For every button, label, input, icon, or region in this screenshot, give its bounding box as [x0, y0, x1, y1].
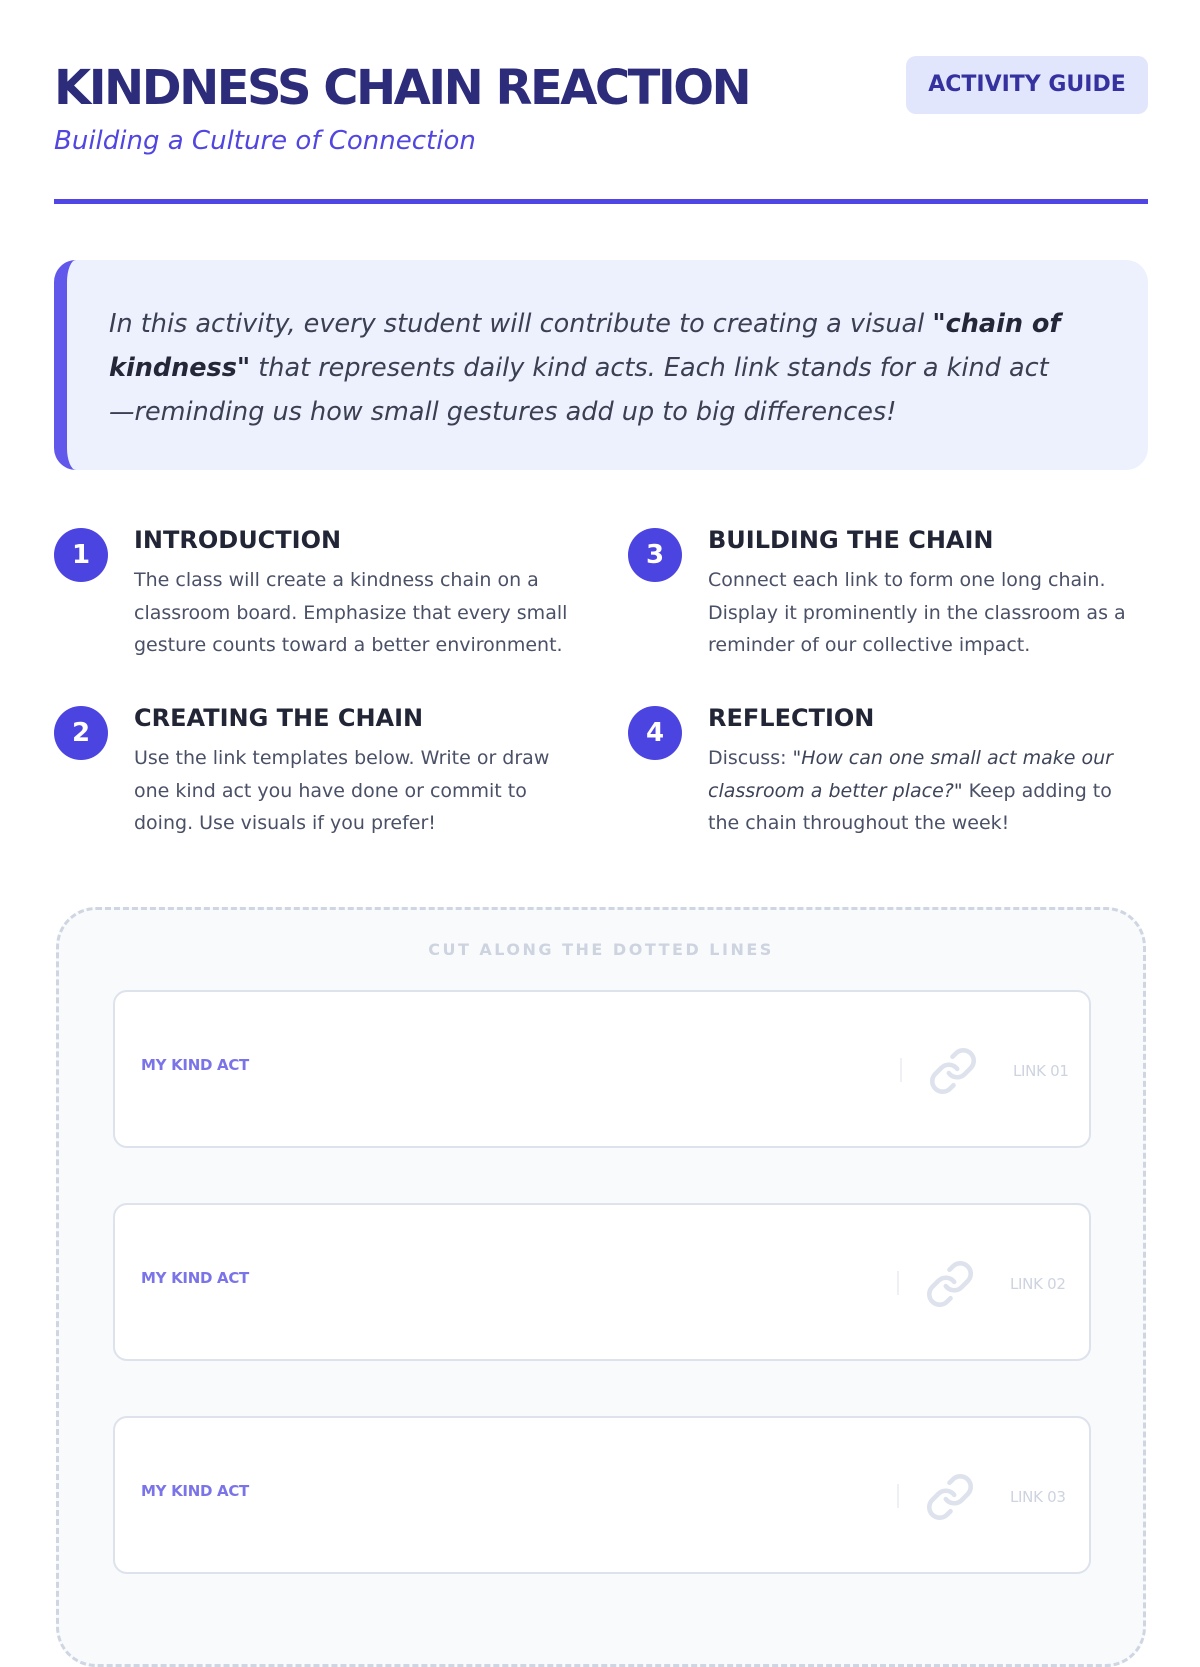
step-title: CREATING THE CHAIN — [134, 704, 424, 732]
cutout-templates-area — [56, 907, 1146, 1667]
link-template-card[interactable] — [113, 990, 1091, 1148]
link-label: MY KIND ACT — [141, 1269, 249, 1287]
step-description: Connect each link to form one long chain. Display it prominently in the classroom as a reminder of our collective impact. — [708, 569, 1126, 656]
step-reflection — [628, 706, 1148, 856]
chain-link-icon — [928, 1046, 978, 1096]
step-introduction — [54, 528, 574, 678]
link-number: LINK 02 — [1010, 1275, 1066, 1293]
reflection-quote: "How can one small act make our classroom a better place?" — [708, 747, 1113, 802]
link-label: MY KIND ACT — [141, 1482, 249, 1500]
page-title: KINDNESS CHAIN REACTION — [54, 60, 750, 116]
link-label: MY KIND ACT — [141, 1056, 249, 1074]
step-number-badge: 1 — [54, 528, 108, 582]
step-description — [708, 742, 1148, 840]
header-divider — [54, 199, 1148, 204]
step-building-the-chain — [628, 528, 1148, 678]
activity-guide-page — [54, 0, 1148, 1600]
link-template-card[interactable] — [113, 1203, 1091, 1361]
step-title: REFLECTION — [708, 704, 875, 732]
reflection-text-after: Keep adding to the chain throughout the week! — [708, 779, 1112, 834]
step-number-badge: 3 — [628, 528, 682, 582]
intro-text-after: that represents daily kind acts. Each link stands for a kind act—reminding us how small gestures add up to big differences! — [109, 353, 1049, 427]
intro-highlight: "chain of kindness" — [109, 309, 1061, 383]
link-template-card[interactable] — [113, 1416, 1091, 1574]
link-divider — [897, 1271, 899, 1295]
step-number-badge: 4 — [628, 706, 682, 760]
chain-link-icon — [925, 1259, 975, 1309]
step-creating-the-chain — [54, 706, 574, 856]
page-subtitle: Building a Culture of Connection — [54, 126, 476, 156]
cut-instruction: CUT ALONG THE DOTTED LINES — [428, 940, 774, 959]
step-title: BUILDING THE CHAIN — [708, 526, 994, 554]
step-description: Use the link templates below. Write or draw one kind act you have done or commit to doing. Use visuals if you prefer! — [134, 747, 550, 834]
link-number: LINK 01 — [1013, 1062, 1069, 1080]
step-description: The class will create a kindness chain on a classroom board. Emphasize that every small gesture counts toward a better environment. — [134, 569, 568, 656]
link-divider — [897, 1484, 899, 1508]
activity-guide-badge: ACTIVITY GUIDE — [906, 56, 1148, 114]
step-title: INTRODUCTION — [134, 526, 342, 554]
header — [54, 56, 1148, 166]
link-divider — [900, 1058, 902, 1082]
intro-callout — [54, 260, 1148, 470]
intro-text-before: In this activity, every student will contribute to creating a visual — [109, 309, 933, 339]
chain-link-icon — [925, 1472, 975, 1522]
link-number: LINK 03 — [1010, 1488, 1066, 1506]
step-number-badge: 2 — [54, 706, 108, 760]
reflection-text-before: Discuss: — [708, 747, 793, 769]
